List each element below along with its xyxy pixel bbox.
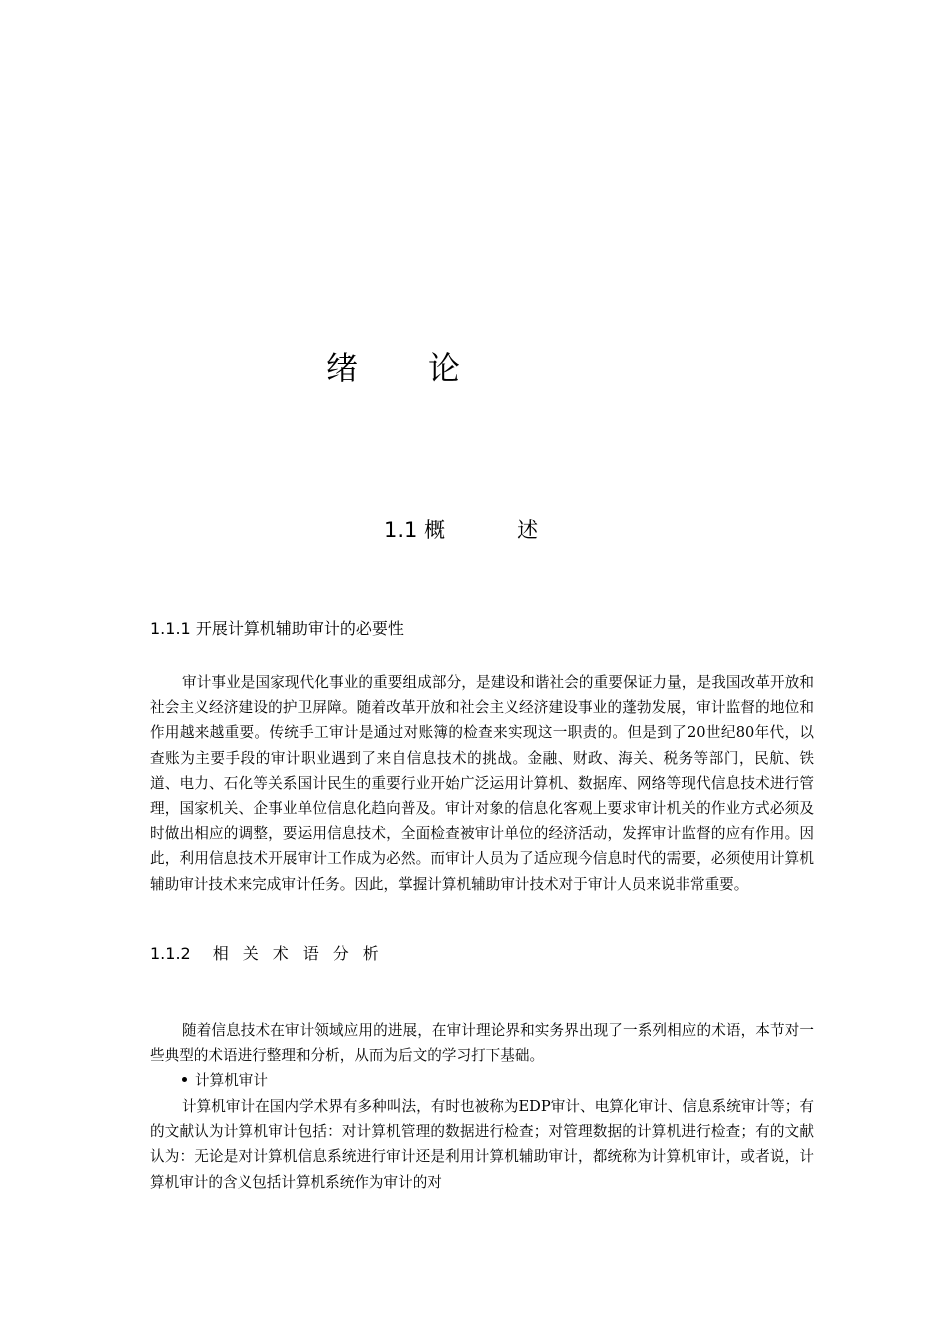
paragraph-terms-intro: 随着信息技术在审计领域应用的进展，在审计理论界和实务界出现了一系列相应的术语，本节对一些典型的术语进行整理和分析，从而为后文的学习打下基础。 [150, 1022, 814, 1065]
section-title [384, 514, 538, 546]
bullet-item-label: 计算机审计 [195, 1072, 268, 1089]
subsection-heading-2 [150, 941, 393, 967]
chapter-title-right: 论 [428, 349, 461, 387]
section-title-right: 述 [517, 518, 539, 542]
paragraph-computer-audit: 计算机审计在国内学术界有多种叫法，有时也被称为EDP审计、电算化审计、信息系统审计等；有的文献认为计算机审计包括：对计算机管理的数据进行检查；对管理数据的计算机进行检查；有的文献认为：无论是对计算机信息系统进行审计还是利用计算机辅助审计，都统称为计算机审计，或者说，计算机审计的含义包括计算机系统作为审计的对 [150, 1098, 814, 1191]
subsection-number-2: 1.1.2 [150, 944, 191, 963]
paragraph-necessity: 审计事业是国家现代化事业的重要组成部分，是建设和谐社会的重要保证力量，是我国改革开放和社会主义经济建设的护卫屏障。随着改革开放和社会主义经济建设事业的蓬勃发展，审计监督的地位和作用越来越重要。传统手工审计是通过对账簿的检查来实现这一职责的。但是到了20世纪80年代，以查账为主要手段的审计职业遇到了来自信息技术的挑战。金融、财政、海关、税务等部门，民航、铁道、电力、石化等关系国计民生的重要行业开始广泛运用计算机、数据库、网络等现代信息技术进行管理，国家机关、企事业单位信息化趋向普及。审计对象的信息化客观上要求审计机关的作业方式必须及时做出相应的调整，要运用信息技术，全面检查被审计单位的经济活动，发挥审计监督的应有作用。因此，利用信息技术开展审计工作成为必然。而审计人员为了适应现今信息时代的需要，必须使用计算机辅助审计技术来完成审计任务。因此，掌握计算机辅助审计技术对于审计人员来说非常重要。 [150, 674, 814, 893]
subsection-heading-1 [150, 616, 404, 642]
subsection-title-1: 开展计算机辅助审计的必要性 [195, 619, 404, 638]
section-number: 1.1 [384, 518, 418, 542]
chapter-title [326, 346, 460, 390]
subsection-title-2: 相关术语分析 [212, 944, 393, 963]
subsection-number-1: 1.1.1 [150, 619, 191, 638]
section-title-left: 概 [424, 518, 446, 542]
bullet-dot-icon [182, 1077, 187, 1082]
bullet-item [182, 1068, 268, 1093]
chapter-title-left: 绪 [326, 349, 359, 387]
